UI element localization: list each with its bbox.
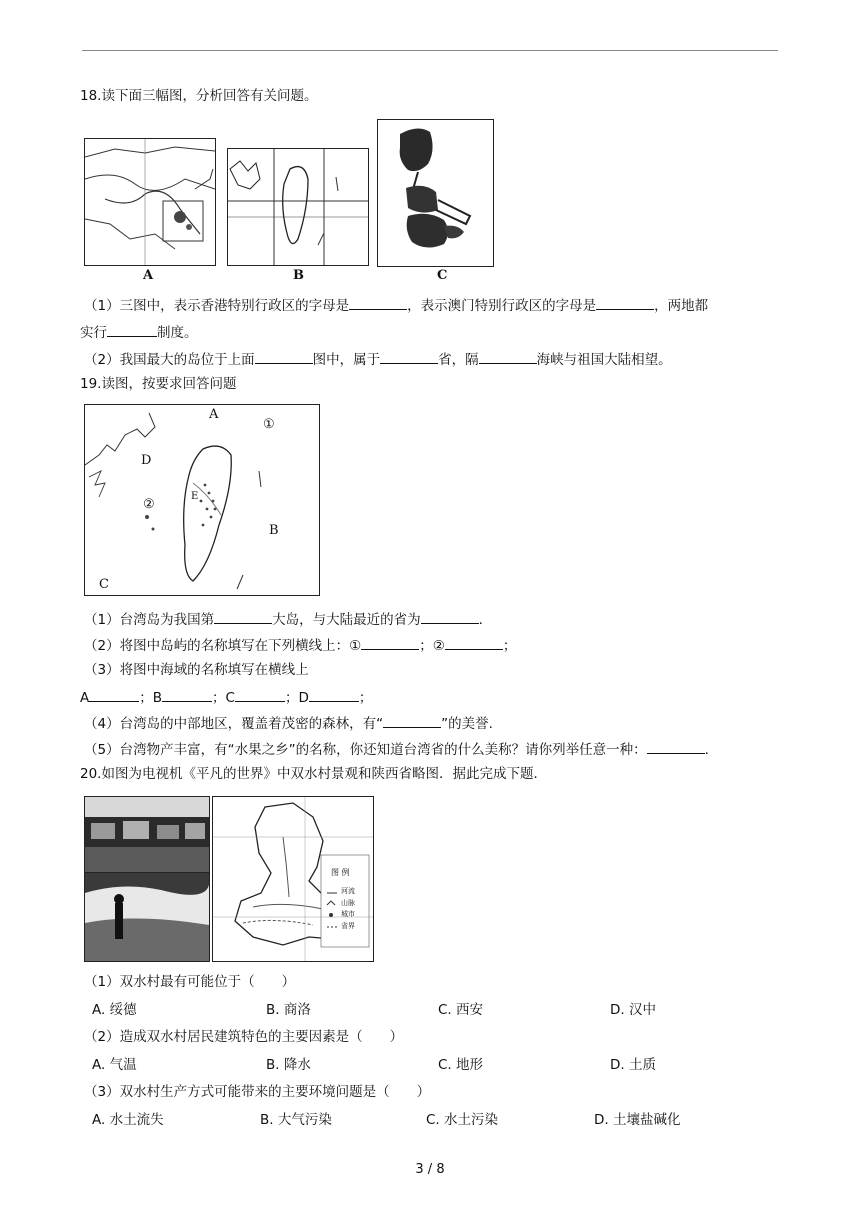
q20-sub2-question: （2）造成双水村居民建筑特色的主要因素是（ ）	[84, 1029, 404, 1045]
q19-part3: （3）将图中海域的名称填写在横线上	[84, 662, 309, 678]
map-label-e: E	[191, 491, 199, 502]
legend-city: 城市	[341, 910, 355, 918]
q19-p3-label-a: A	[80, 690, 90, 706]
legend-border: 省界	[341, 922, 355, 930]
q20-sub3-option-d[interactable]: D. 土壤盐碱化	[594, 1112, 681, 1128]
q18-p1-text-d: 实行	[80, 325, 107, 341]
answer-blank[interactable]	[380, 348, 438, 364]
q20-sub2-option-b[interactable]: B. 降水	[266, 1057, 311, 1073]
q20-stem: 20.如图为电视机《平凡的世界》中双水村景观和陕西省略图．据此完成下题．	[80, 766, 547, 782]
q18-fig-label-c: C	[437, 268, 448, 283]
q19-p2-num-2: ②	[432, 638, 445, 654]
q20-sub1-question: （1）双水村最有可能位于（ ）	[84, 974, 296, 990]
q20-sub3-option-c[interactable]: C. 水土污染	[426, 1112, 499, 1128]
q19-p3-label-b: ；B	[139, 690, 163, 706]
q18-p1-text-e: 制度。	[157, 325, 198, 341]
q18-fig-label-b: B	[293, 268, 304, 283]
q20-shaanxi-map	[212, 796, 374, 962]
answer-blank[interactable]	[421, 608, 479, 624]
answer-blank[interactable]	[383, 712, 441, 728]
q20-sub1-option-a[interactable]: A. 绥德	[92, 1002, 137, 1018]
q20-sub1-option-d[interactable]: D. 汉中	[610, 1002, 656, 1018]
q20-sub2-option-a[interactable]: A. 气温	[92, 1057, 137, 1073]
q18-p1-text-c: ，两地都	[654, 298, 709, 314]
q18-p1-text-b: ，表示澳门特别行政区的字母是	[407, 298, 597, 314]
map-label-c: C	[99, 577, 109, 592]
q18-part1-line1	[84, 294, 708, 316]
q19-p1-text-b: 大岛，与大陆最近的省为	[272, 612, 421, 628]
page-number: 3 / 8	[415, 1162, 445, 1177]
q18-p2-text-d: 海峡与祖国大陆相望。	[536, 352, 672, 368]
q19-p1-text-a: （1）台湾岛为我国第	[84, 612, 215, 628]
q20-sub2-option-d[interactable]: D. 土质	[610, 1057, 656, 1073]
answer-blank[interactable]	[445, 634, 503, 650]
q19-p1-text-c: .	[478, 612, 483, 628]
legend-river: 河流	[341, 887, 355, 895]
q20-sub3-option-b[interactable]: B. 大气污染	[260, 1112, 332, 1128]
q20-village-photo-top	[84, 796, 210, 874]
q18-part1-line2	[80, 321, 198, 343]
q18-fig-label-a: A	[143, 268, 154, 283]
q18-map-a	[84, 138, 216, 266]
q18-map-c	[377, 119, 494, 267]
q19-part5	[84, 738, 709, 760]
answer-blank[interactable]	[349, 294, 407, 310]
q18-p2-text-c: 省，隔	[438, 352, 479, 368]
q19-p2-end: ；	[502, 638, 517, 654]
q18-part2	[84, 348, 672, 370]
map-label-island-1: ①	[263, 417, 275, 432]
map-label-d: D	[141, 453, 152, 468]
q20-sub3-question: （3）双水村生产方式可能带来的主要环境问题是（ ）	[84, 1084, 431, 1100]
answer-blank[interactable]	[107, 321, 157, 337]
q19-p3-label-d: ；D	[284, 690, 309, 706]
q19-p4-text-a: （4）台湾岛的中部地区，覆盖着茂密的森林，有“	[84, 716, 384, 732]
q20-sub1-option-c[interactable]: C. 西安	[438, 1002, 484, 1018]
q19-part2	[84, 634, 516, 656]
q18-p2-text-b: 图中，属于	[312, 352, 381, 368]
answer-blank[interactable]	[309, 686, 359, 702]
header-rule	[82, 50, 778, 51]
legend-mountain: 山脉	[341, 899, 355, 907]
q20-sub1-option-b[interactable]: B. 商洛	[266, 1002, 311, 1018]
q18-map-b	[227, 148, 369, 266]
map-label-b: B	[269, 523, 279, 538]
answer-blank[interactable]	[479, 348, 537, 364]
q19-p3-label-c: ；C	[212, 690, 235, 706]
q19-stem: 19.读图，按要求回答问题	[80, 376, 237, 392]
q18-p2-text-a: （2）我国最大的岛位于上面	[84, 352, 255, 368]
q19-p4-text-b: ”的美誉.	[441, 716, 493, 732]
q19-p5-text-a: （5）台湾物产丰富，有“水果之乡”的名称，你还知道台湾省的什么美称？请你列举任意一种：	[84, 742, 647, 758]
q19-p3-end: ；	[358, 690, 373, 706]
map-label-island-2: ②	[143, 497, 155, 512]
q19-p2-text-a: （2）将图中岛屿的名称填写在下列横线上：	[84, 638, 350, 654]
answer-blank[interactable]	[89, 686, 139, 702]
answer-blank[interactable]	[361, 634, 419, 650]
answer-blank[interactable]	[596, 294, 654, 310]
q19-p2-num-1: ①	[349, 638, 362, 654]
answer-blank[interactable]	[647, 738, 705, 754]
q19-part1	[84, 608, 483, 630]
q19-part4	[84, 712, 493, 734]
map-label-a: A	[209, 407, 219, 422]
q19-p5-text-b: .	[704, 742, 709, 758]
q18-stem: 18.读下面三幅图，分析回答有关问题。	[80, 88, 318, 104]
answer-blank[interactable]	[235, 686, 285, 702]
q20-sub2-option-c[interactable]: C. 地形	[438, 1057, 484, 1073]
q18-p1-text-a: （1）三图中，表示香港特别行政区的字母是	[84, 298, 350, 314]
answer-blank[interactable]	[255, 348, 313, 364]
legend-title: 图 例	[331, 868, 350, 877]
q19-taiwan-map	[84, 404, 320, 596]
answer-blank[interactable]	[162, 686, 212, 702]
q19-p2-sep: ；	[419, 638, 433, 654]
q19-part3-blanks	[80, 686, 372, 708]
q20-village-photo-bottom	[84, 872, 210, 962]
q20-sub3-option-a[interactable]: A. 水土流失	[92, 1112, 164, 1128]
answer-blank[interactable]	[214, 608, 272, 624]
